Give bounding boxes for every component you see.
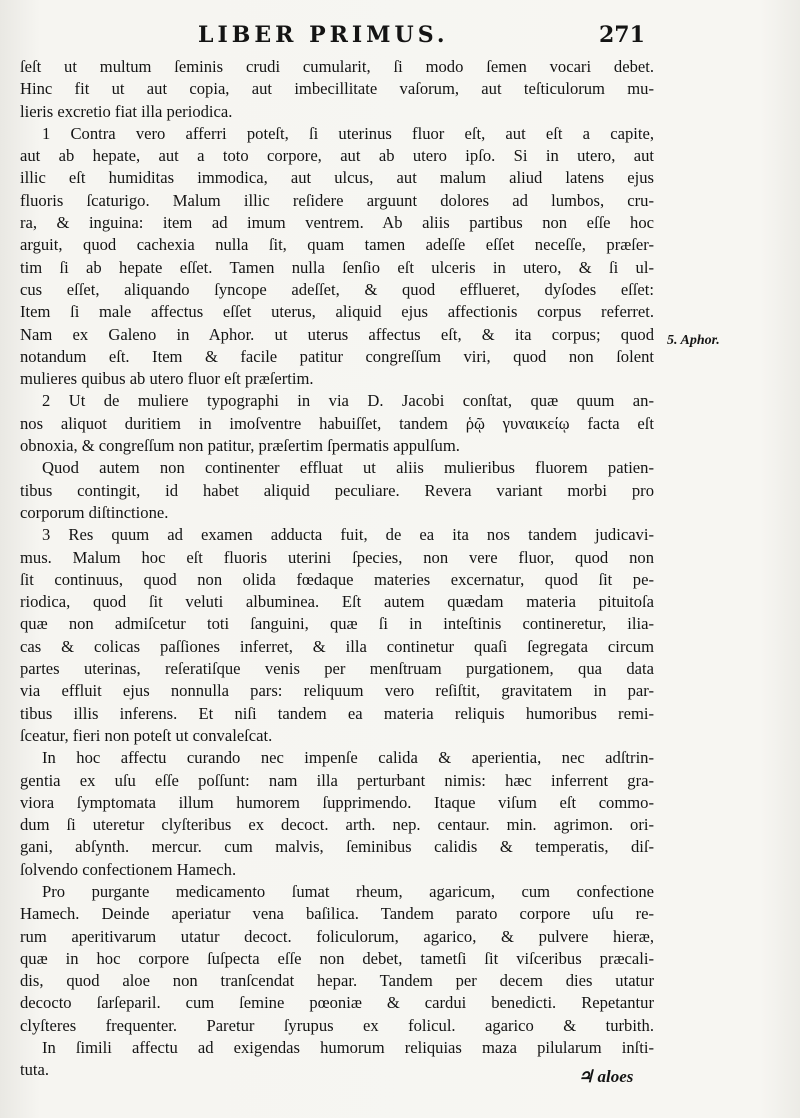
text-line: lieris excretio fiat illa periodica.: [20, 101, 233, 121]
text-line: mulieres quibus ab utero fluor eſt præſertim.: [20, 369, 314, 389]
text-line: rum aperitivarum utatur decoct. foliculorum, agarico, & pulvere hieræ,: [20, 926, 654, 946]
text-line: ra, & inguina: item ad imum ventrem. Ab aliis partibus non eſſe hoc: [20, 213, 654, 233]
text-line: illic eſt humiditas immodica, aut ulcus, aut malum aliud latens ejus: [20, 168, 654, 188]
text-line: notandum eſt. Item & facile patitur congreſſum viri, quod non ſolent: [20, 346, 654, 366]
page-header: [0, 22, 800, 52]
text-line: 3 Res quum ad examen adducta fuit, de ea ita nos tandem judicavi-: [42, 525, 654, 545]
text-line: Nam ex Galeno in Aphor. ut uterus affectus eſt, & ita corpus; quod: [20, 324, 654, 344]
margin-note: 5. Aphor.: [667, 333, 720, 348]
text-line: mus. Malum hoc eſt fluoris uterini ſpecies, non vere fluor, quod non: [20, 547, 654, 567]
text-line: gentia ex uſu eſſe poſſunt: nam illa perturbant nimis: hæc inferrent gra-: [20, 770, 654, 790]
text-line: tibus contingit, id habet aliquid peculiare. Revera variant morbi pro: [20, 480, 654, 500]
text-line: tibus illis inferens. Et niſi tandem ea materia reliquis humoribus remi-: [20, 703, 654, 723]
text-line: tim ſi ab hepate eſſet. Tamen nulla ſenſio eſt ulceris in utero, & ſi ul-: [20, 257, 654, 277]
text-line: 1 Contra vero afferri poteſt, ſi uterinus fluor eſt, aut eſt a capite,: [42, 123, 654, 143]
text-line: Item ſi male affectus eſſet uterus, aliquid ejus affectionis corpus referret.: [20, 302, 654, 322]
text-line: decocto ſarſeparil. cum ſemine pœoniæ & cardui benedicti. Repetantur: [20, 993, 654, 1013]
running-title: LIBER PRIMUS.: [198, 22, 449, 48]
text-line: viora ſymptomata illum humorem ſupprimendo. Itaque viſum eſt commo-: [20, 792, 654, 812]
text-line: Hamech. Deinde aperiatur vena baſilica. Tandem parato corpore uſu re-: [20, 904, 654, 924]
page-number: 271: [599, 22, 645, 48]
text-line: quæ non admiſcetur toti ſanguini, quæ ſi in inteſtinis contineretur, ilia-: [20, 614, 654, 634]
text-line: cas & colicas paſſiones inferret, & illa continetur quaſi ſegregata circum: [20, 636, 654, 656]
text-line: ſit continuus, quod non olida fœdaque materies excernatur, quod ſit pe-: [20, 569, 654, 589]
text-line: aut ab hepate, aut a toto corpore, aut ab utero ipſo. Si in utero, aut: [20, 146, 654, 166]
text-line: In hoc affectu curando nec impenſe calida & aperientia, nec adſtrin-: [42, 748, 654, 768]
text-line: ſolvendo confectionem Hamech.: [20, 859, 237, 879]
text-line: dum ſi uteretur clyſteribus ex decoct. arth. nep. centaur. min. agrimon. ori-: [20, 815, 654, 835]
text-line: ſceatur, fieri non poteſt ut convaleſcat.: [20, 725, 273, 745]
text-line: Hinc fit ut aut copia, aut imbecillitate vaſorum, aut teſticulorum mu-: [20, 79, 654, 99]
text-line: riodica, quod ſit veluti albuminea. Eſt autem quædam materia pituitoſa: [20, 592, 654, 612]
text-line: nos aliquot duritiem in imoſventre habuiſſet, tandem ῥῷ γυναικείῳ facta eſt: [20, 413, 654, 433]
footer-note: ♃ aloes: [578, 1067, 634, 1086]
text-line: gani, abſynth. mercur. cum malvis, ſeminibus calidis & temperatis, diſ-: [20, 837, 654, 857]
text-line: obnoxia, & congreſſum non patitur, præſertim ſpermatis appulſum.: [20, 436, 460, 456]
text-line: arguit, quod cachexia nulla ſit, quam tamen adeſſe eſſet neceſſe, præſer-: [20, 235, 654, 255]
text-line: partes uterinas, reſeratiſque venis per menſtruam purgationem, qua data: [20, 659, 654, 679]
text-line: In ſimili affectu ad exigendas humorum reliquias maza pilularum inſti-: [42, 1038, 654, 1058]
text-line: Quod autem non continenter effluat ut aliis mulieribus fluorem patien-: [42, 458, 654, 478]
body-text: [20, 56, 654, 1082]
text-line: fluoris ſcaturigo. Malum illic reſidere arguunt dolores ad lumbos, cru-: [20, 190, 654, 210]
text-line: cus eſſet, aliquando ſyncope adeſſet, & quod efflueret, dyſodes eſſet:: [20, 279, 654, 299]
text-line: 2 Ut de muliere typographi in via D. Jacobi conſtat, quæ quum an-: [42, 391, 654, 411]
text-line: corporum diſtinctione.: [20, 502, 169, 522]
text-line: quæ in hoc corpore ſuſpecta eſſe non debet, tametſi ſit viſceribus præcali-: [20, 948, 654, 968]
text-line: via effluit ejus nonnulla pars: reliquum vero reſiſtit, gravitatem in par-: [20, 681, 654, 701]
text-line: ſeſt ut multum ſeminis crudi cumularit, ſi modo ſemen vocari debet.: [20, 57, 654, 76]
text-line: Pro purgante medicamento ſumat rheum, agaricum, cum confectione: [42, 881, 654, 901]
text-line: tuta.: [20, 1060, 50, 1080]
text-line: clyſteres frequenter. Paretur ſyrupus ex folicul. agarico & turbith.: [20, 1015, 654, 1035]
text-line: dis, quod aloe non tranſcendat hepar. Tandem per decem dies utatur: [20, 971, 654, 991]
